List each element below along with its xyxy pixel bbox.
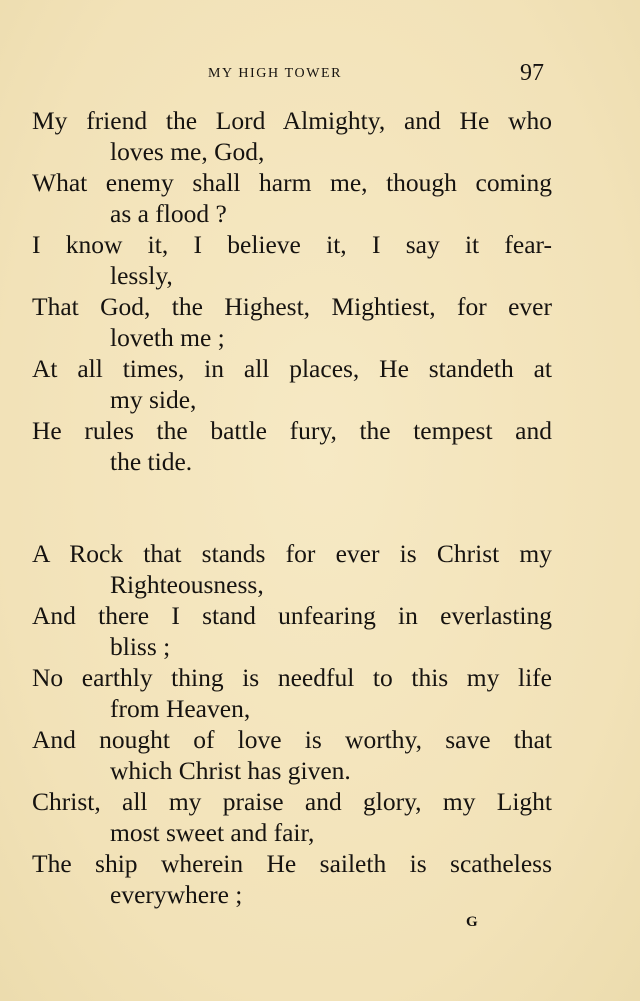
- verse-line: No earthly thing is needful to this my life: [32, 663, 552, 692]
- verse-line-continuation: from Heaven,: [110, 694, 251, 723]
- verse-line-continuation: which Christ has given.: [110, 756, 351, 785]
- verse-line-continuation: as a flood ?: [110, 199, 227, 228]
- verse-line-continuation: everywhere ;: [110, 880, 243, 909]
- stanza-1: [32, 105, 552, 477]
- verse-line: A Rock that stands for ever is Christ my: [32, 539, 552, 568]
- verse-line-continuation: bliss ;: [110, 632, 171, 661]
- stanza-2: [32, 538, 552, 910]
- verse-line: He rules the battle fury, the tempest and: [32, 416, 552, 445]
- verse-line: I know it, I believe it, I say it fear-: [32, 230, 552, 259]
- running-title: MY HIGH TOWER: [208, 66, 343, 81]
- verse-line-continuation: loveth me ;: [110, 323, 225, 352]
- verse-line-continuation: most sweet and fair,: [110, 818, 315, 847]
- verse-line: Christ, all my praise and glory, my Light: [32, 787, 552, 816]
- verse-line-continuation: the tide.: [110, 447, 193, 476]
- verse-line-continuation: my side,: [110, 385, 197, 414]
- page-number: 97: [520, 60, 544, 86]
- verse-line-continuation: lessly,: [110, 261, 173, 290]
- verse-line: At all times, in all places, He standeth at: [32, 354, 552, 383]
- verse-line-continuation: loves me, God,: [110, 137, 265, 166]
- verse-line: That God, the Highest, Mightiest, for ever: [32, 292, 552, 321]
- verse-line: My friend the Lord Almighty, and He who: [32, 106, 552, 135]
- verse-line: And nought of love is worthy, save that: [32, 725, 552, 754]
- verse-line: And there I stand unfearing in everlasting: [32, 601, 552, 630]
- verse-line: The ship wherein He saileth is scatheless: [32, 849, 552, 878]
- verse-line-continuation: Righteousness,: [110, 570, 264, 599]
- signature-mark: G: [466, 914, 478, 930]
- verse-line: What enemy shall harm me, though coming: [32, 168, 552, 197]
